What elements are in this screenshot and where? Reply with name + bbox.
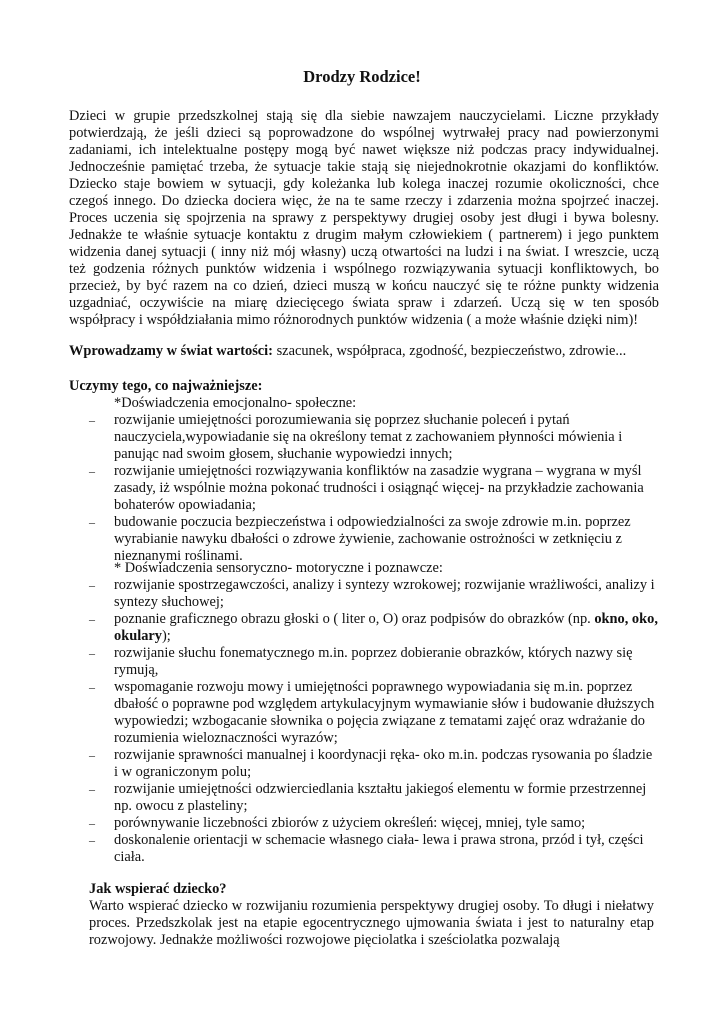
list-item-tail: ); (161, 628, 171, 644)
emotional-social-lead: *Doświadczenia emocjonalno- społeczne: (114, 395, 357, 411)
list-item-text: wspomaganie rozwoju mowy i umiejętności poprawnego wypowiadania się m.in. poprzez dbałość o poprawne pod względem artykulacyjnym wymawianie słów i budowanie dłuższych wypowiedzi; wzbogacanie słownika o pojęcia związane z tematami zajęć oraz wdrażanie do rozumienia wieloznaczności wyrazów; (114, 679, 655, 746)
dash-bullet: – (89, 464, 95, 478)
dash-bullet: – (89, 646, 95, 660)
list-item (69, 781, 659, 815)
list-item (69, 832, 659, 866)
list-item (69, 645, 659, 679)
list-item-text: poznanie graficznego obrazu głoski o ( liter o, O) oraz podpisów do obrazków (np. (114, 611, 595, 627)
list-item-text: rozwijanie umiejętności odzwierciedlania kształtu jakiegoś elementu w formie przestrzennej np. owocu z plasteliny; (114, 781, 647, 814)
dash-bullet: – (89, 612, 95, 626)
dash-bullet: – (89, 680, 95, 694)
intro-paragraph: Dzieci w grupie przedszkolnej stają się dla siebie nawzajem nauczycielami. Liczne przykłady potwierdzają, że jeśli dzieci są poprowadzone do wspólnej wytrwałej pracy nad powierzonymi zadaniami, ich intelektualne postępy mogą być nawet większe niż podczas pracy indywidualnej. Jednocześnie pamiętać trzeba, że sytuacje takie stają się niejednokrotnie okazjami do konfliktów. Dziecko staje bowiem w sytuacji, gdy koleżanka lub kolega inaczej rozumie okoliczności, chce czegoś innego. Do dziecka dociera więc, że na te same rzeczy i zdarzenia można spojrzeć inaczej. Proces uczenia się spojrzenia na sprawy z perspektywy drugiej osoby jest długi i bywa bolesny. Jednakże te właśnie sytuacje kontaktu z drugim małym człowiekiem ( partnerem) i jego punktem widzenia danej sytuacji ( inny niż mój własny) uczą otwartości na ludzi i na świat. I wreszcie, uczą też godzenia różnych punktów widzenia i wspólnego rozwiązywania sytuacji konfliktowych, bo przecież, by być razem na co dzień, dzieci muszą w końcu nauczyć się te różne punkty widzenia uzgadniać, oczywiście na miarę dziecięcego świata spraw i zdarzeń. Uczą się w ten sposób współpracy i współdziałania mimo różnorodnych punktów widzenia ( a może właśnie dzięki nim)! (69, 108, 659, 328)
list-item (69, 463, 659, 514)
list-item-text: doskonalenie orientacji w schemacie własnego ciała- lewa i prawa strona, przód i tył, części ciała. (114, 832, 644, 865)
values-line (69, 343, 669, 360)
list-item-text: rozwijanie umiejętności rozwiązywania konfliktów na zasadzie wygrana – wygrana w myśl zasady, iż wspólnie można pokonać trudności i osiągnąć więcej- na przykładzie zachowania bohaterów opowiadania; (114, 463, 644, 513)
list-item-text: rozwijanie spostrzegawczości, analizy i syntezy wzrokowej; rozwijanie wrażliwości, analizy i syntezy słuchowej; (114, 577, 655, 610)
example-words: okno, oko, okulary (114, 611, 658, 644)
learn-heading: Uczymy tego, co najważniejsze: (69, 378, 263, 394)
sensory-motor-lead: * Doświadczenia sensoryczno- motoryczne i poznawcze: (114, 560, 443, 576)
support-paragraph: Warto wspierać dziecko w rozwijaniu rozumienia perspektywy drugiej osoby. To długi i niełatwy proces. Przedszkolak jest na etapie egocentrycznego ujmowania świata i jest to naturalny etap rozwojowy. Jednakże możliwości rozwojowe pięciolatka i sześciolatka pozwalają (89, 898, 654, 948)
list-item-text: rozwijanie sprawności manualnej i koordynacji ręka- oko m.in. podczas rysowania po śladzie i w ograniczonym polu; (114, 747, 653, 780)
list-item-text: budowanie poczucia bezpieczeństwa i odpowiedzialności za swoje zdrowie m.in. poprzez wyrabianie nawyku dbałości o zdrowe żywienie, zachowanie ostrożności w zetknięciu z nieznanymi roślinami. (114, 514, 631, 564)
list-item-text: rozwijanie umiejętności porozumiewania się poprzez słuchanie poleceń i pytań nauczyciela,wypowiadanie się na określony temat z zachowaniem płynności mówienia i panując nad swoim głosem, słuchanie wypowiedzi innych; (114, 412, 623, 462)
list-item (69, 514, 659, 565)
dash-bullet: – (89, 515, 95, 529)
emotional-social-list (69, 412, 659, 565)
page-title: Drodzy Rodzice! (303, 67, 421, 86)
dash-bullet: – (89, 833, 95, 847)
list-item (69, 815, 659, 832)
dash-bullet: – (89, 578, 95, 592)
values-label: Wprowadzamy w świat wartości: (69, 343, 273, 359)
dash-bullet: – (89, 816, 95, 830)
list-item (69, 747, 659, 781)
dash-bullet: – (89, 748, 95, 762)
list-item-text: porównywanie liczebności zbiorów z użyciem określeń: więcej, mniej, tyle samo; (114, 815, 586, 831)
list-item (69, 412, 659, 463)
dash-bullet: – (89, 782, 95, 796)
list-item (69, 679, 659, 747)
support-heading: Jak wspierać dziecko? (89, 881, 227, 897)
values-text: szacunek, współpraca, zgodność, bezpieczeństwo, zdrowie... (272, 343, 627, 359)
list-item (69, 611, 659, 645)
list-item-text: rozwijanie słuchu fonematycznego m.in. poprzez dobieranie obrazków, których nazwy się rymują, (114, 645, 633, 678)
list-item (69, 577, 659, 611)
dash-bullet: – (89, 413, 95, 427)
sensory-motor-list (69, 577, 659, 866)
